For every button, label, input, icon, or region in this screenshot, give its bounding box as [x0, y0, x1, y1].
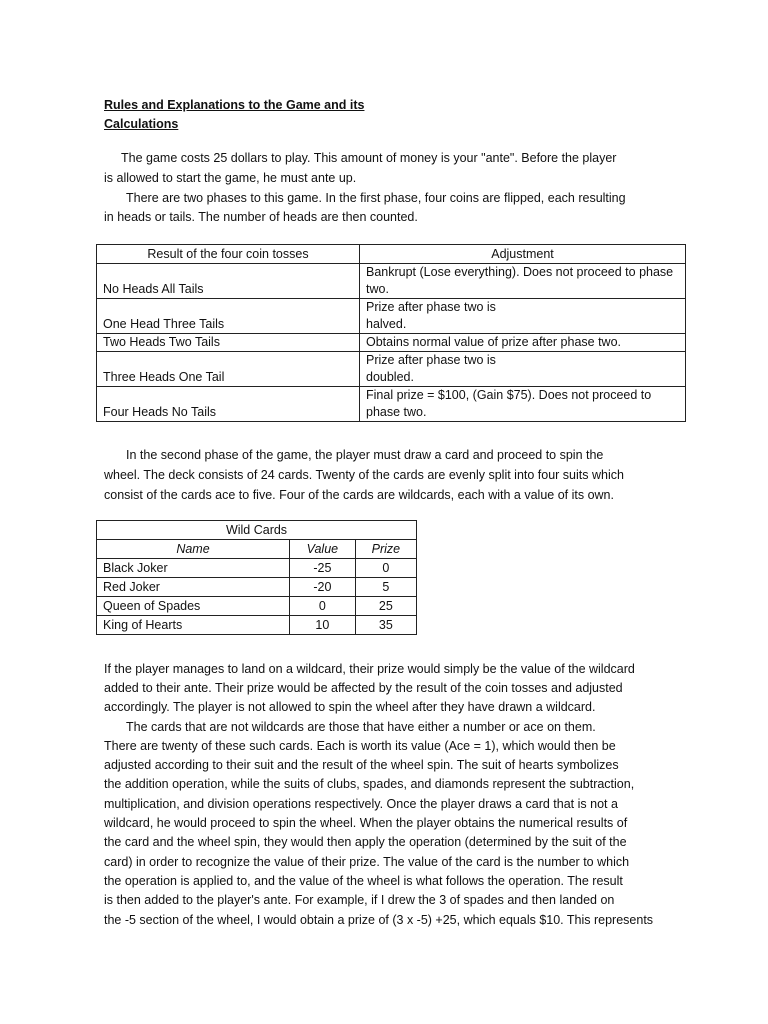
table-row	[97, 264, 686, 299]
table-row	[97, 578, 417, 597]
table-row	[97, 387, 686, 422]
body-line: wildcard, he would proceed to spin the wheel. When the player obtains the numerical results of	[104, 816, 628, 830]
body-line: the card and the wheel spin, they would then apply the operation (determined by the suit of the	[104, 835, 627, 849]
card-prize-cell: 5	[355, 578, 416, 597]
result-cell: Two Heads Two Tails	[97, 334, 360, 352]
document-title	[104, 96, 364, 134]
card-name-cell: Black Joker	[97, 559, 290, 578]
card-prize-cell: 35	[355, 616, 416, 635]
table-row	[97, 559, 417, 578]
intro-line: is allowed to start the game, he must ante up.	[104, 171, 357, 185]
adjustment-cell	[360, 387, 686, 422]
body-line: The cards that are not wildcards are those that have either a number or ace on them.	[126, 720, 596, 734]
result-cell: No Heads All Tails	[97, 264, 360, 299]
table-row	[97, 597, 417, 616]
result-cell: Four Heads No Tails	[97, 387, 360, 422]
table-header-row	[97, 245, 686, 264]
wild-cards-table	[96, 520, 417, 635]
body-line: the -5 section of the wheel, I would obtain a prize of (3 x -5) +25, which equals $10. This represents	[104, 913, 654, 927]
table-row	[97, 352, 686, 387]
result-cell: One Head Three Tails	[97, 299, 360, 334]
body-line: is then added to the player's ante. For example, if I drew the 3 of spades and then landed on	[104, 893, 615, 907]
card-name-cell: Queen of Spades	[97, 597, 290, 616]
table-row	[97, 299, 686, 334]
column-header: Adjustment	[360, 245, 686, 264]
coin-toss-table	[96, 244, 686, 422]
table-caption: Wild Cards	[97, 521, 417, 540]
card-name-cell: Red Joker	[97, 578, 290, 597]
body-line: added to their ante. Their prize would be affected by the result of the coin tosses and adjusted	[104, 681, 623, 695]
body-line: If the player manages to land on a wildcard, their prize would simply be the value of the wildcard	[104, 662, 635, 676]
body-line: the addition operation, while the suits of clubs, spades, and diamonds represent the subtraction,	[104, 777, 635, 791]
intro-line: The game costs 25 dollars to play. This amount of money is your "ante". Before the player	[121, 151, 617, 165]
intro-line: in heads or tails. The number of heads are then counted.	[104, 210, 418, 224]
phase-two-line: wheel. The deck consists of 24 cards. Twenty of the cards are evenly split into four suits which	[104, 468, 624, 482]
title-line: Calculations	[104, 117, 179, 131]
card-value-cell: -20	[290, 578, 356, 597]
column-header: Value	[290, 540, 356, 559]
body-line: card) in order to recognize the value of their prize. The value of the card is the number to which	[104, 855, 630, 869]
adjustment-cell	[360, 264, 686, 299]
card-value-cell: 0	[290, 597, 356, 616]
body-line: accordingly. The player is not allowed to spin the wheel after they have drawn a wildcard.	[104, 700, 596, 714]
adjustment-cell	[360, 299, 686, 334]
card-prize-cell: 0	[355, 559, 416, 578]
column-header: Name	[97, 540, 290, 559]
phase-two-line: consist of the cards ace to five. Four of the cards are wildcards, each with a value of its own.	[104, 488, 614, 502]
adjustment-line: Final prize = $100, (Gain $75). Does not proceed to	[366, 388, 652, 402]
intro-line: There are two phases to this game. In the first phase, four coins are flipped, each resulting	[126, 191, 626, 205]
body-line: the operation is applied to, and the value of the wheel is what follows the operation. The result	[104, 874, 623, 888]
body-line: adjusted according to their suit and the result of the wheel spin. The suit of hearts symbolizes	[104, 758, 619, 772]
adjustment-cell	[360, 334, 686, 352]
result-cell: Three Heads One Tail	[97, 352, 360, 387]
table-header-row	[97, 540, 417, 559]
table-row	[97, 616, 417, 635]
title-line: Rules and Explanations to the Game and its	[104, 98, 365, 112]
adjustment-line: Obtains normal value of prize after phase two.	[366, 335, 621, 349]
column-header: Prize	[355, 540, 416, 559]
adjustment-cell	[360, 352, 686, 387]
table-row	[97, 334, 686, 352]
adjustment-line: phase two.	[366, 405, 427, 419]
phase-two-line: In the second phase of the game, the player must draw a card and proceed to spin the	[126, 448, 604, 462]
adjustment-line: Prize after phase two is	[366, 300, 496, 314]
body-line: multiplication, and division operations respectively. Once the player draws a card that is not a	[104, 797, 618, 811]
adjustment-line: doubled.	[366, 370, 414, 384]
body-line: There are twenty of these such cards. Each is worth its value (Ace = 1), which would then be	[104, 739, 616, 753]
column-header: Result of the four coin tosses	[97, 245, 360, 264]
adjustment-line: Bankrupt (Lose everything). Does not proceed to phase	[366, 265, 674, 279]
adjustment-line: two.	[366, 282, 389, 296]
card-name-cell: King of Hearts	[97, 616, 290, 635]
card-prize-cell: 25	[355, 597, 416, 616]
adjustment-line: halved.	[366, 317, 407, 331]
card-value-cell: 10	[290, 616, 356, 635]
adjustment-line: Prize after phase two is	[366, 353, 496, 367]
table-caption-row	[97, 521, 417, 540]
card-value-cell: -25	[290, 559, 356, 578]
